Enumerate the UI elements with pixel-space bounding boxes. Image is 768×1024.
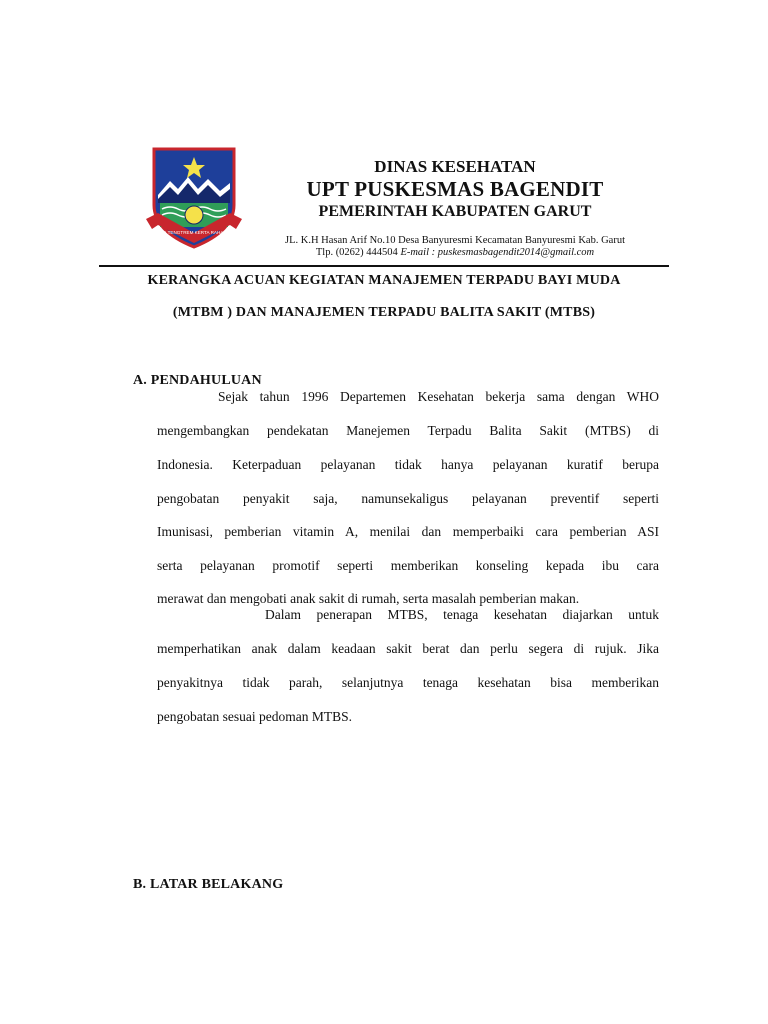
- motto-text: TATA TENGTREM KERTA RAHARJA: [155, 230, 233, 235]
- paragraph-line: Sejak tahun 1996 Departemen Kesehatan bekerja sama dengan WHO: [218, 389, 659, 404]
- government-name: PEMERINTAH KABUPATEN GARUT: [318, 203, 592, 220]
- document-title-line-2: (MTBM ) DAN MANAJEMEN TERPADU BALITA SAKIT (MTBS): [172, 305, 596, 320]
- paragraph-line: serta pelayanan promotif seperti memberikan konseling kepada ibu cara: [157, 558, 659, 573]
- section-a-heading: A. PENDAHULUAN: [133, 373, 262, 388]
- paragraph-line: merawat dan mengobati anak sakit di rumah, serta masalah pemberian makan.: [157, 591, 580, 606]
- section-b-heading: B. LATAR BELAKANG: [133, 877, 284, 892]
- kabupaten-garut-logo: [144, 143, 244, 250]
- paragraph-line: pengobatan penyakit saja, namunsekaligus pelayanan preventif seperti: [157, 491, 659, 506]
- header-rule: [99, 265, 669, 267]
- sun-icon: [185, 206, 203, 224]
- email-text: puskesmasbagendit2014@gmail.com: [437, 247, 595, 258]
- paragraph-line: Indonesia. Keterpaduan pelayanan tidak hanya pelayanan kuratif berupa: [157, 457, 659, 472]
- paragraph-line: penyakitnya tidak parah, selanjutnya tenaga kesehatan bisa memberikan: [157, 675, 659, 690]
- paragraph-line: mengembangkan pendekatan Manejemen Terpadu Balita Sakit (MTBS) di: [157, 423, 659, 438]
- paragraph-line: Imunisasi, pemberian vitamin A, menilai dan memperbaiki cara pemberian ASI: [157, 524, 659, 539]
- paragraph-line: memperhatikan anak dalam keadaan sakit berat dan perlu segera di rujuk. Jika: [157, 641, 659, 656]
- agency-name: DINAS KESEHATAN: [374, 157, 536, 176]
- address-line: JL. K.H Hasan Arif No.10 Desa Banyuresmi Kecamatan Banyuresmi Kab. Garut: [285, 235, 625, 246]
- document-title-line-1: KERANGKA ACUAN KEGIATAN MANAJEMEN TERPADU BAYI MUDA: [147, 273, 621, 288]
- email-label: E-mail :: [400, 247, 438, 258]
- paragraph-line: Dalam penerapan MTBS, tenaga kesehatan diajarkan untuk: [265, 607, 659, 622]
- phone-text: Tlp. (0262) 444504: [315, 247, 398, 258]
- institution-name: UPT PUSKESMAS BAGENDIT: [306, 177, 604, 201]
- paragraph-line: pengobatan sesuai pedoman MTBS.: [157, 709, 352, 724]
- contact-line: [262, 247, 648, 259]
